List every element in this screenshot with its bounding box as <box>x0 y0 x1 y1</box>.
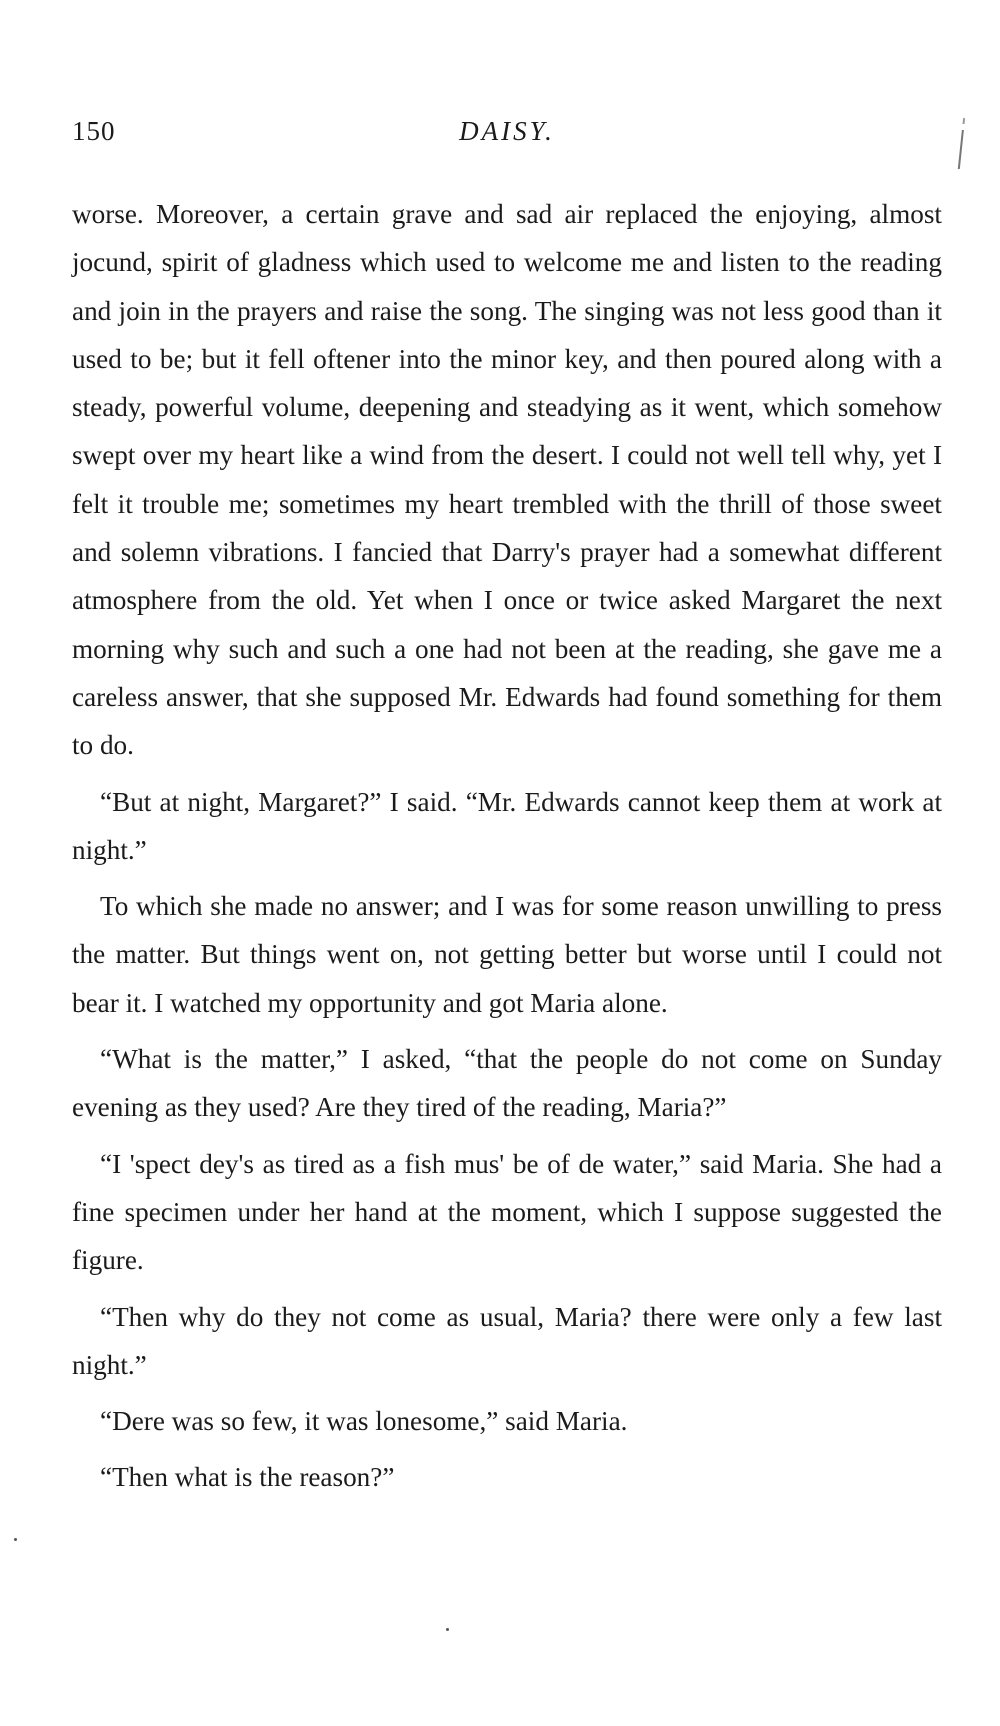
paragraph-no-answer: To which she made no answer; and I was for some reason unwilling to press the matter. But things went on, not getting better but worse until I could not bear it. I watched my opportunity and got Maria alone. <box>72 891 942 1018</box>
margin-speck <box>14 1538 17 1541</box>
paragraph-question-matter: “What is the matter,” I asked, “that the people do not come on Sunday evening as they used? Are they tired of the reading, Maria?” <box>72 1044 942 1123</box>
paragraph-why-not-come: “Then why do they not come as usual, Maria? there were only a few last night.” <box>72 1301 942 1380</box>
paragraph-continuation: worse. Moreover, a certain grave and sad air replaced the enjoying, almost jocund, spirit of gladness which used to welcome me and listen to the reading and join in the prayers and raise the song. The singing was not less good than it used to be; but it fell oftener into the minor key, and then poured along with a steady, powerful volume, deepening and steadying as it went, which somehow swept over my heart like a wind from the desert. I could not well tell why, yet I felt it trouble me; sometimes my heart trembled with the thrill of those sweet and solemn vibrations. I fancied that Darry's prayer had a somewhat different atmosphere from the old. Yet when I once or twice asked Margaret the next morning why such and such a one had not been at the reading, she gave me a careless answer, that she supposed Mr. Edwards had found something for them to do. <box>72 199 942 761</box>
body-text <box>72 190 942 1502</box>
paragraph-lonesome: “Dere was so few, it was lonesome,” said Maria. <box>100 1406 628 1437</box>
bottom-speck <box>446 1628 449 1631</box>
page-number: 150 <box>72 116 116 146</box>
paragraph-dialogue-night: “But at night, Margaret?” I said. “Mr. Edwards cannot keep them at work at night.” <box>72 786 942 865</box>
running-head <box>72 116 942 156</box>
paragraph-reason: “Then what is the reason?” <box>100 1462 395 1493</box>
paragraph-fish-water: “I 'spect dey's as tired as a fish mus' be of de water,” said Maria. She had a fine specimen under her hand at the moment, which I suppose suggested the figure. <box>72 1148 942 1276</box>
page-edge-mark <box>957 118 965 178</box>
running-title: DAISY. <box>459 116 555 146</box>
